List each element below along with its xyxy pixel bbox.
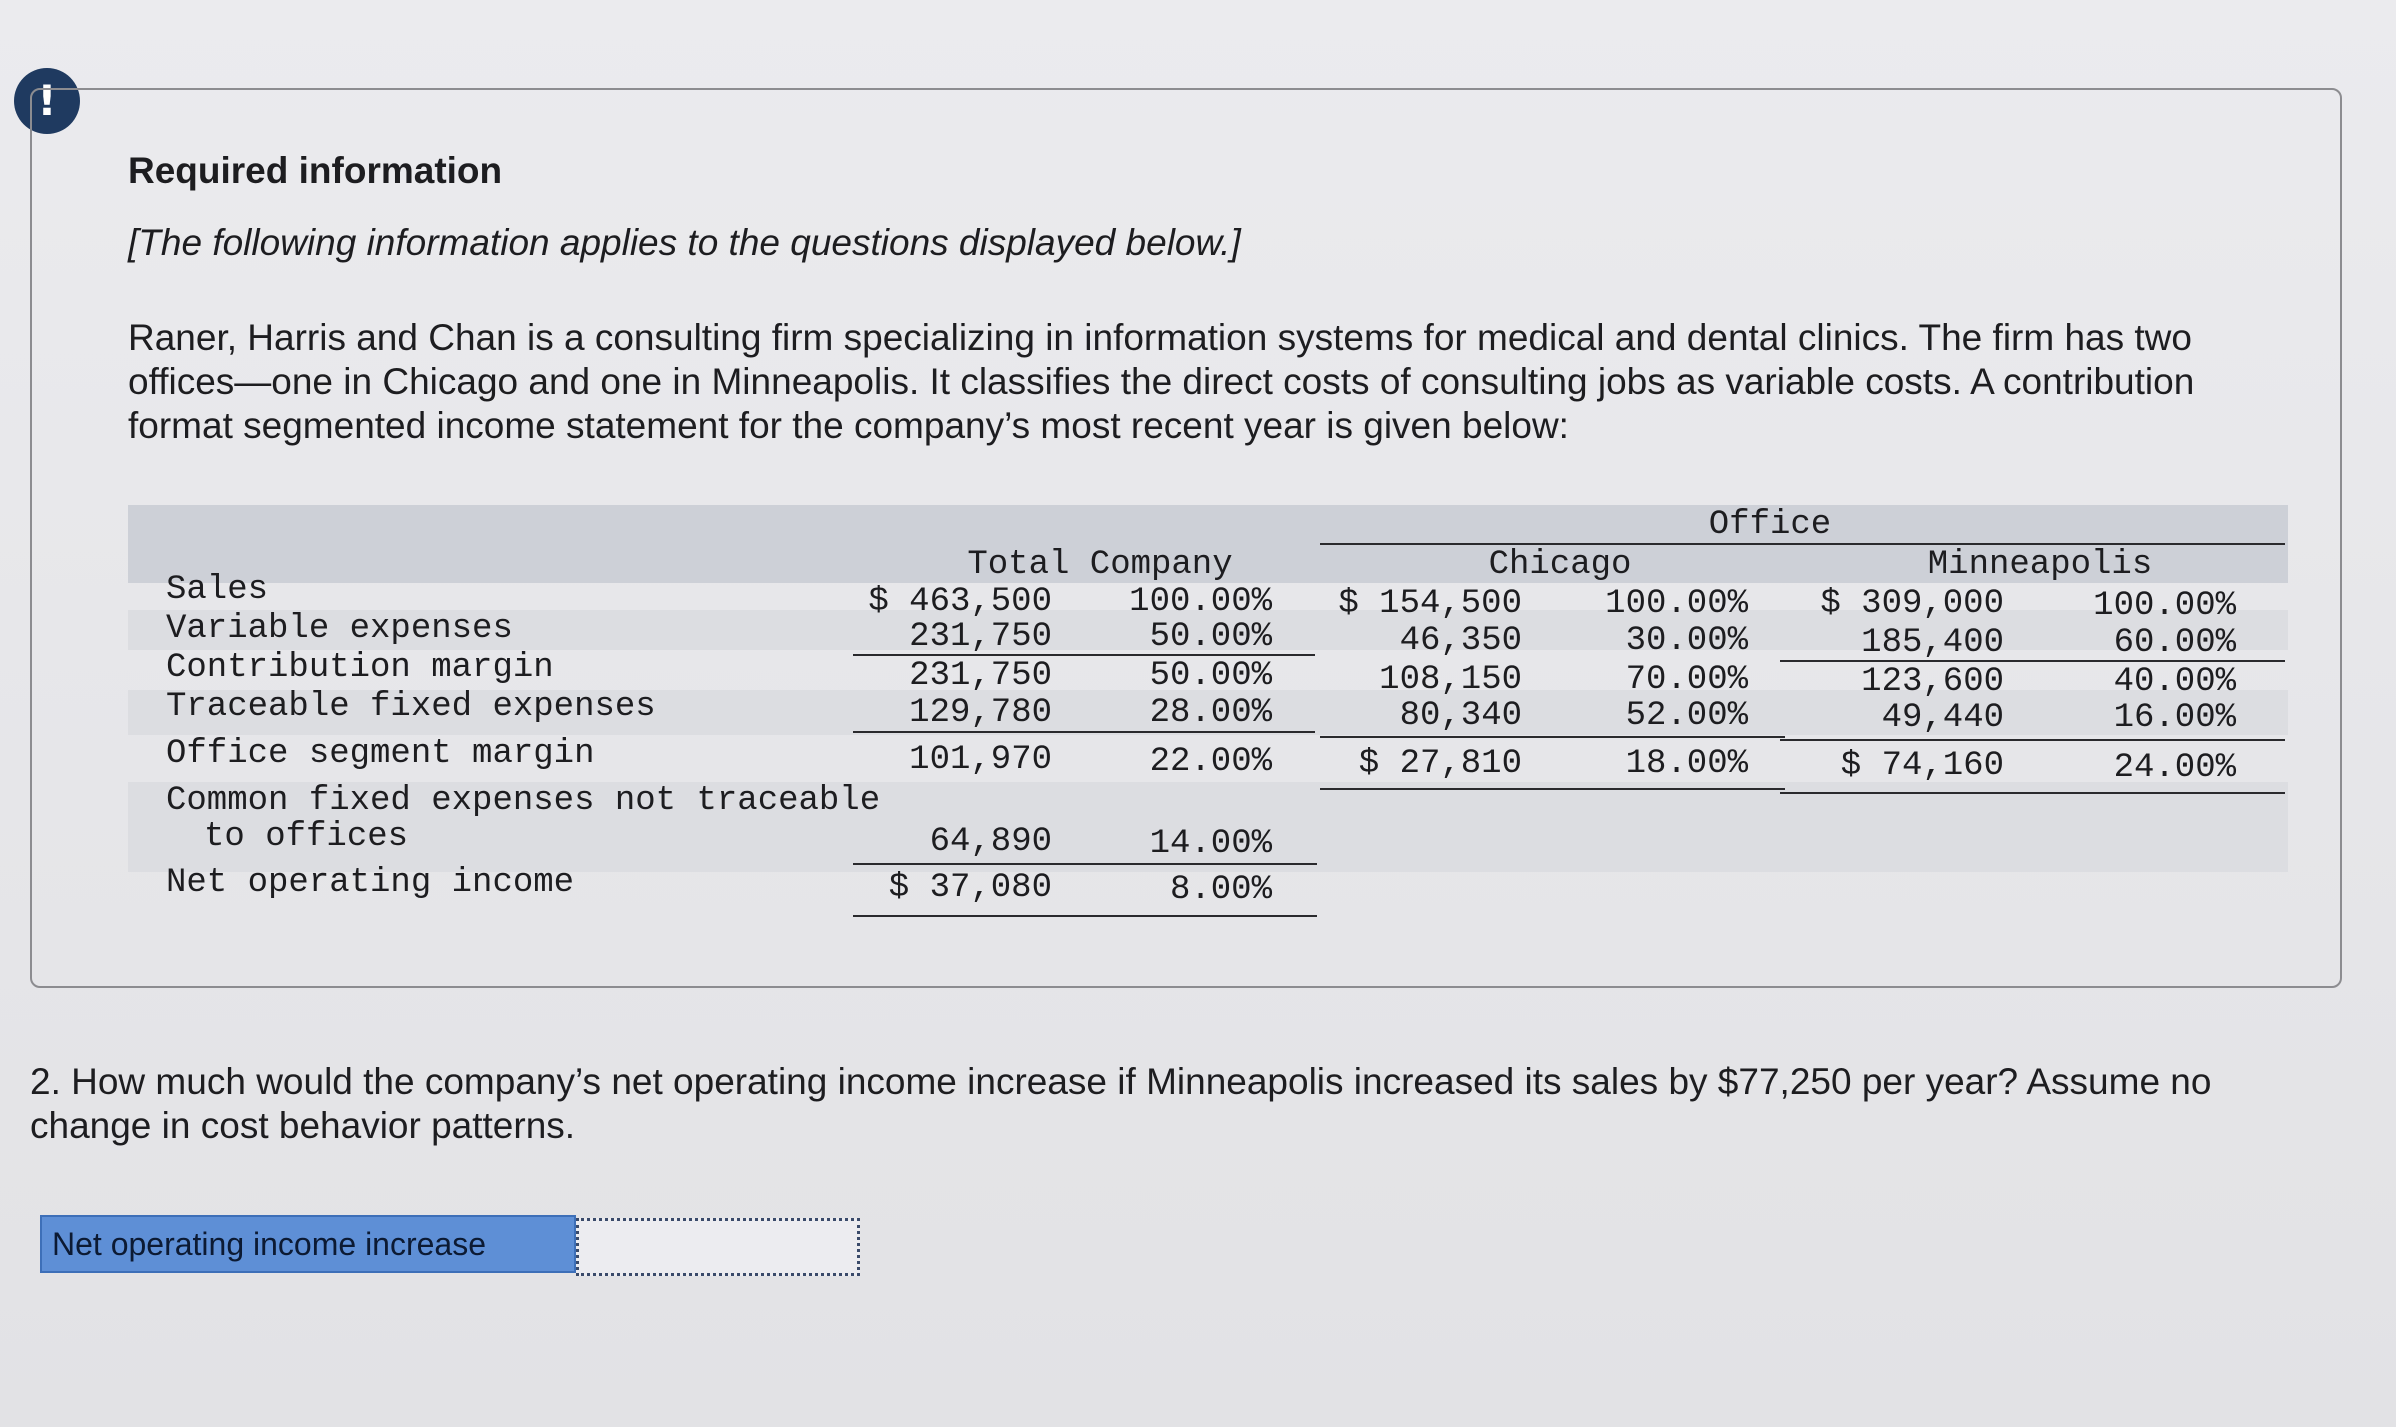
cell-total-percent: 22.00%: [1149, 743, 1272, 781]
cell-total-amount: 231,750: [909, 618, 1052, 656]
cell-minneapolis-percent: 16.00%: [2113, 699, 2236, 737]
row-label: Sales: [166, 571, 269, 609]
cell-minneapolis-percent: 60.00%: [2113, 624, 2236, 662]
cell-minneapolis-amount: $ 309,000: [1820, 585, 2004, 623]
net-operating-income-increase-input[interactable]: [576, 1218, 860, 1276]
cell-total-percent: 50.00%: [1149, 657, 1272, 695]
subtotal-rule-minneapolis: [1780, 739, 2285, 741]
cell-total-amount: 101,970: [909, 741, 1052, 779]
column-header-minneapolis: Minneapolis: [1927, 546, 2153, 584]
row-label: Contribution margin: [166, 649, 554, 687]
cell-chicago-amount: $ 154,500: [1338, 585, 1522, 623]
cell-minneapolis-amount: 123,600: [1861, 663, 2004, 701]
column-header-chicago: Chicago: [1488, 546, 1632, 584]
row-label-continued: to offices: [204, 818, 409, 856]
problem-description: Raner, Harris and Chan is a consulting firm specializing in information systems for medical and dental clinics. The firm has two offices—one in Chicago and one in Minneapolis. It classifies the direct costs of consulting jobs as variable costs. A contribution format segmented income statement for the company’s most recent year is given below:: [128, 317, 2195, 446]
row-label: Common fixed expenses not traceable: [166, 782, 881, 820]
question-text: 2. How much would the company’s net operating income increase if Minneapolis increased its sales by $77,250 per year? Assume no change in cost behavior patterns.: [30, 1061, 2212, 1146]
cell-chicago-amount: 80,340: [1399, 697, 1522, 735]
cell-total-percent: 28.00%: [1149, 694, 1272, 732]
row-label: Net operating income: [166, 864, 575, 902]
required-info-heading: Required information: [128, 150, 503, 191]
answer-label: Net operating income increase: [40, 1215, 576, 1273]
cell-minneapolis-amount: $ 74,160: [1840, 747, 2004, 785]
cell-minneapolis-percent: 100.00%: [2093, 587, 2236, 625]
cell-total-amount: 64,890: [929, 823, 1052, 861]
row-label: Office segment margin: [166, 735, 595, 773]
cell-total-percent: 100.00%: [1129, 583, 1272, 621]
info-note: [The following information applies to the questions displayed below.]: [128, 222, 1241, 263]
cell-minneapolis-amount: 49,440: [1881, 699, 2004, 737]
segment-rule-chicago: [1320, 788, 1785, 790]
subtotal-rule-total: [853, 863, 1317, 865]
cell-total-percent: 50.00%: [1149, 618, 1272, 656]
cell-minneapolis-percent: 40.00%: [2113, 663, 2236, 701]
total-rule: [853, 915, 1317, 917]
cell-chicago-percent: 70.00%: [1625, 661, 1748, 699]
subtotal-rule-chicago: [1320, 736, 1785, 738]
cell-chicago-percent: 30.00%: [1625, 622, 1748, 660]
office-header-rule: [1320, 543, 2285, 545]
cell-chicago-percent: 100.00%: [1605, 585, 1748, 623]
row-label: Variable expenses: [166, 610, 513, 648]
cell-chicago-amount: 108,150: [1379, 661, 1522, 699]
cell-minneapolis-percent: 24.00%: [2113, 749, 2236, 787]
cell-total-amount: 231,750: [909, 657, 1052, 695]
cell-total-amount: $ 463,500: [868, 583, 1052, 621]
cell-total-amount: $ 37,080: [888, 869, 1052, 907]
column-header-total: Total Company: [967, 546, 1233, 584]
cell-total-percent: 8.00%: [1169, 871, 1272, 909]
cell-minneapolis-amount: 185,400: [1861, 624, 2004, 662]
segment-rule-minneapolis: [1780, 792, 2285, 794]
subtotal-rule-total: [853, 654, 1315, 656]
cell-chicago-percent: 18.00%: [1625, 745, 1748, 783]
cell-total-percent: 14.00%: [1149, 825, 1272, 863]
cell-chicago-percent: 52.00%: [1625, 697, 1748, 735]
subtotal-rule-total: [853, 731, 1315, 733]
office-group-header: Office: [1708, 506, 1832, 544]
alert-icon: !: [14, 68, 80, 134]
row-label: Traceable fixed expenses: [166, 688, 656, 726]
cell-chicago-amount: 46,350: [1399, 622, 1522, 660]
cell-chicago-amount: $ 27,810: [1358, 745, 1522, 783]
subtotal-rule-minneapolis: [1780, 660, 2285, 662]
cell-total-amount: 129,780: [909, 694, 1052, 732]
